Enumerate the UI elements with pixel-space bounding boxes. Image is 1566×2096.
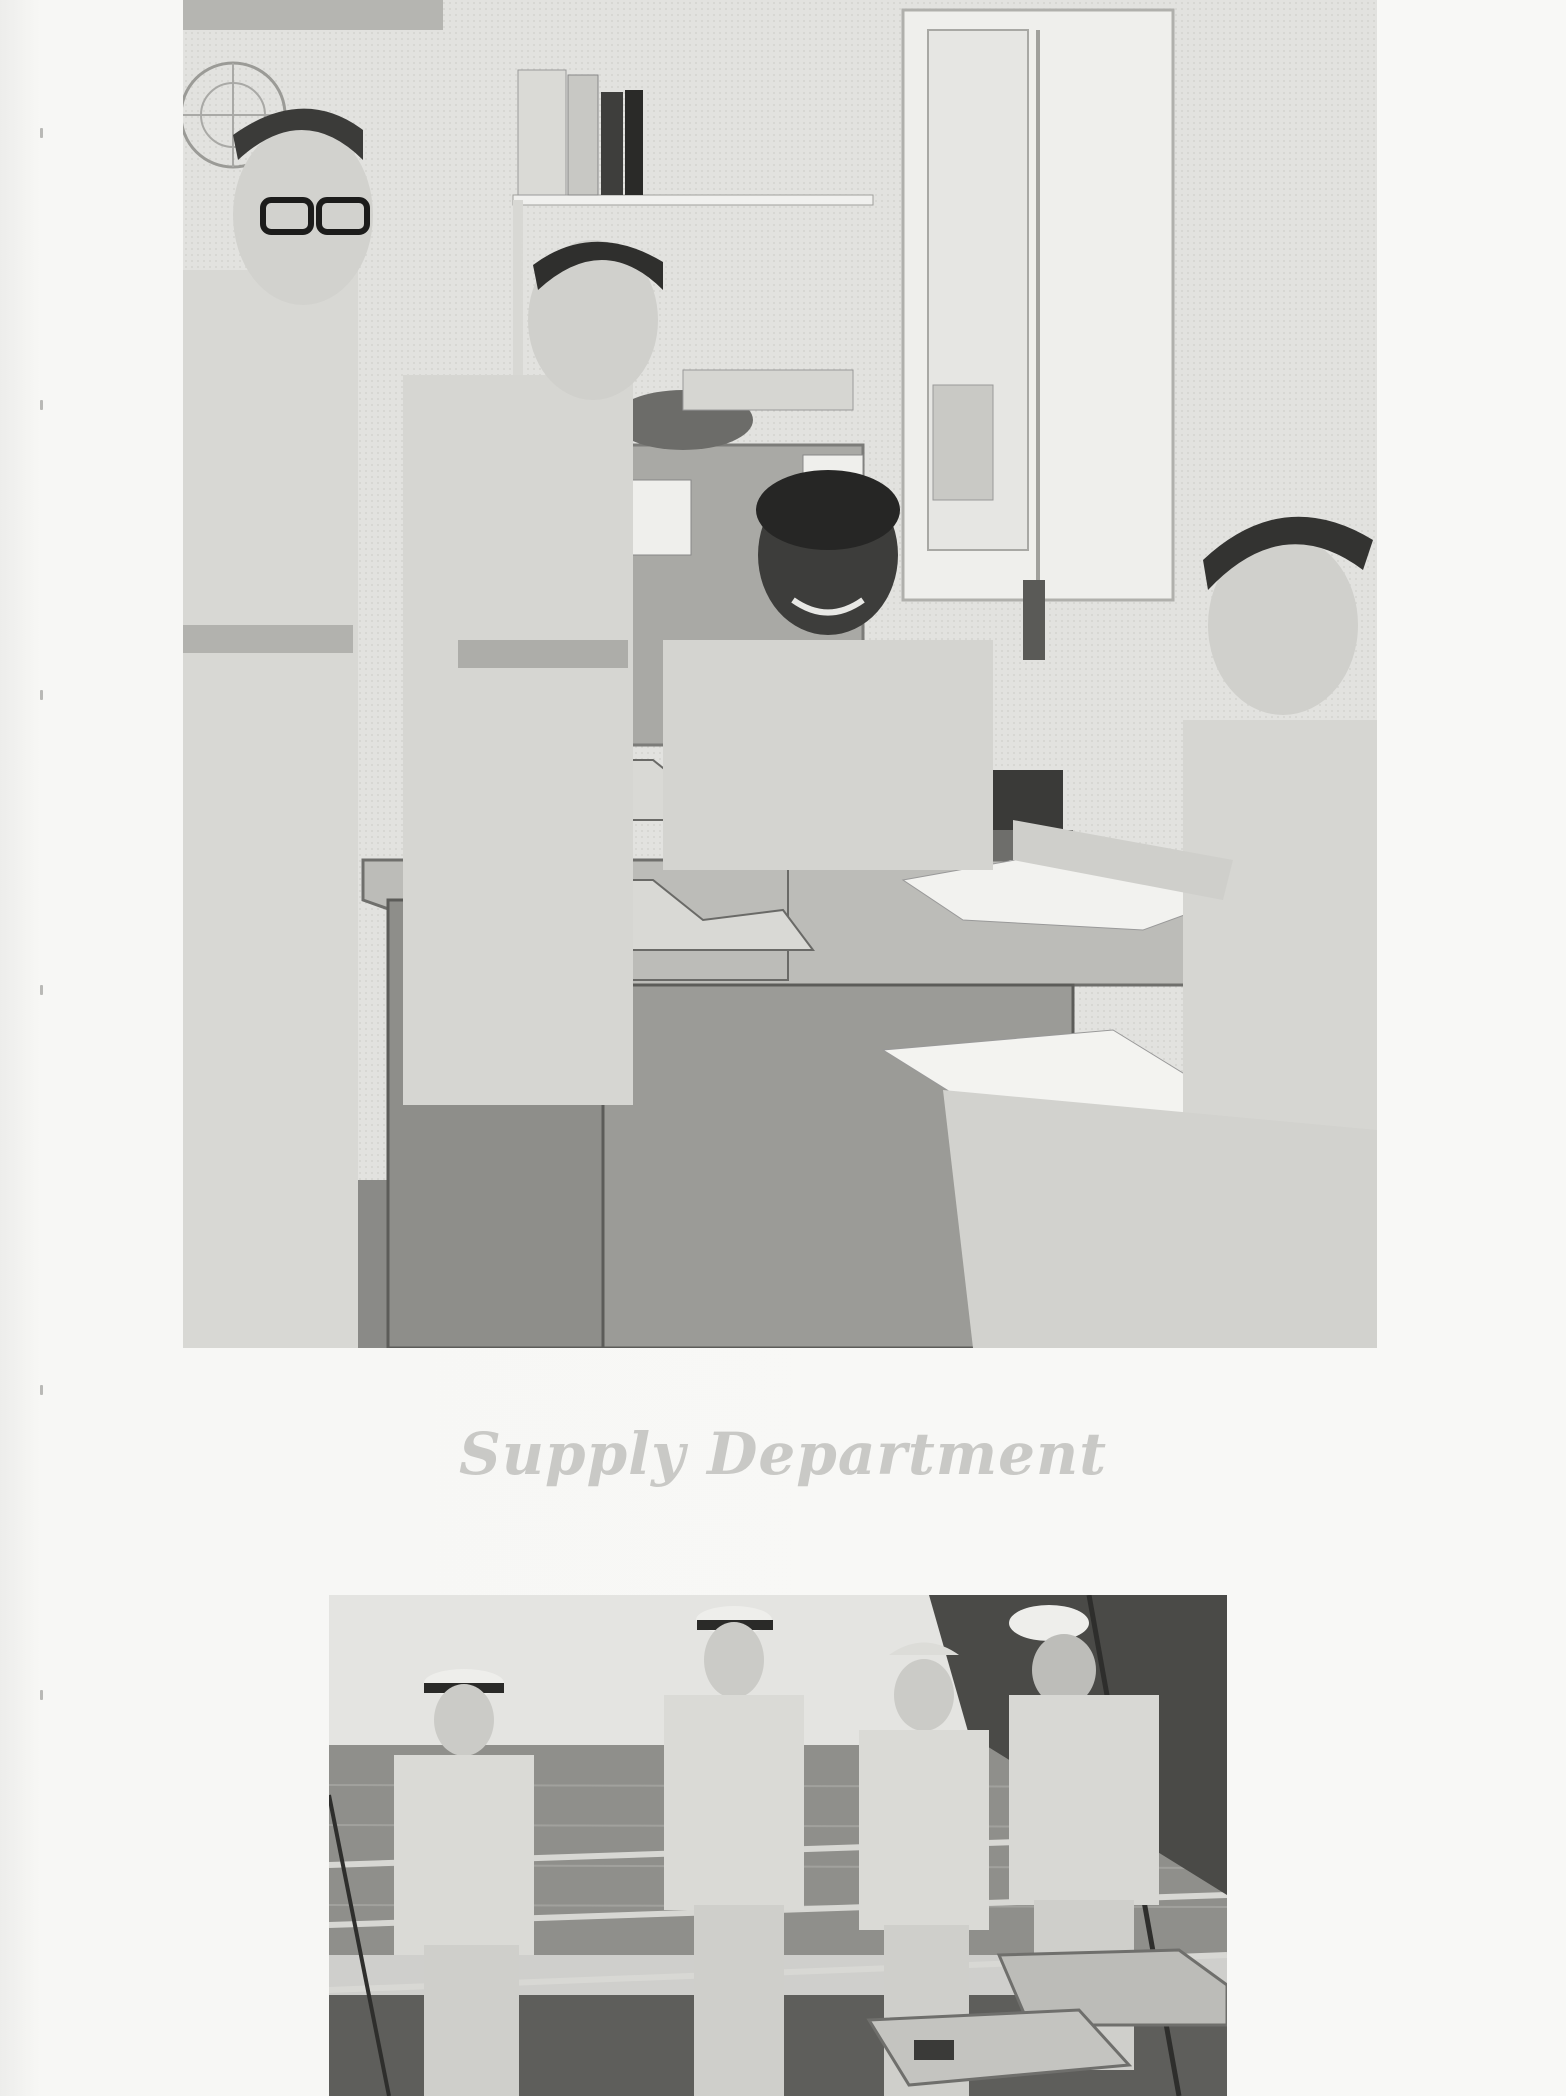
officers-on-deck-photo	[329, 1595, 1227, 2096]
supply-office-photo	[183, 0, 1377, 1348]
binding-hole	[40, 128, 43, 138]
person-left-standing	[183, 109, 373, 1348]
page-title: Supply Department	[458, 1420, 1107, 1488]
binding-hole	[40, 985, 43, 995]
office-scene-illustration	[183, 0, 1377, 1348]
binding-hole	[40, 1385, 43, 1395]
binding-hole	[40, 690, 43, 700]
deck-scene-illustration	[329, 1595, 1227, 2096]
binding-hole	[40, 400, 43, 410]
binding-hole	[40, 1690, 43, 1700]
